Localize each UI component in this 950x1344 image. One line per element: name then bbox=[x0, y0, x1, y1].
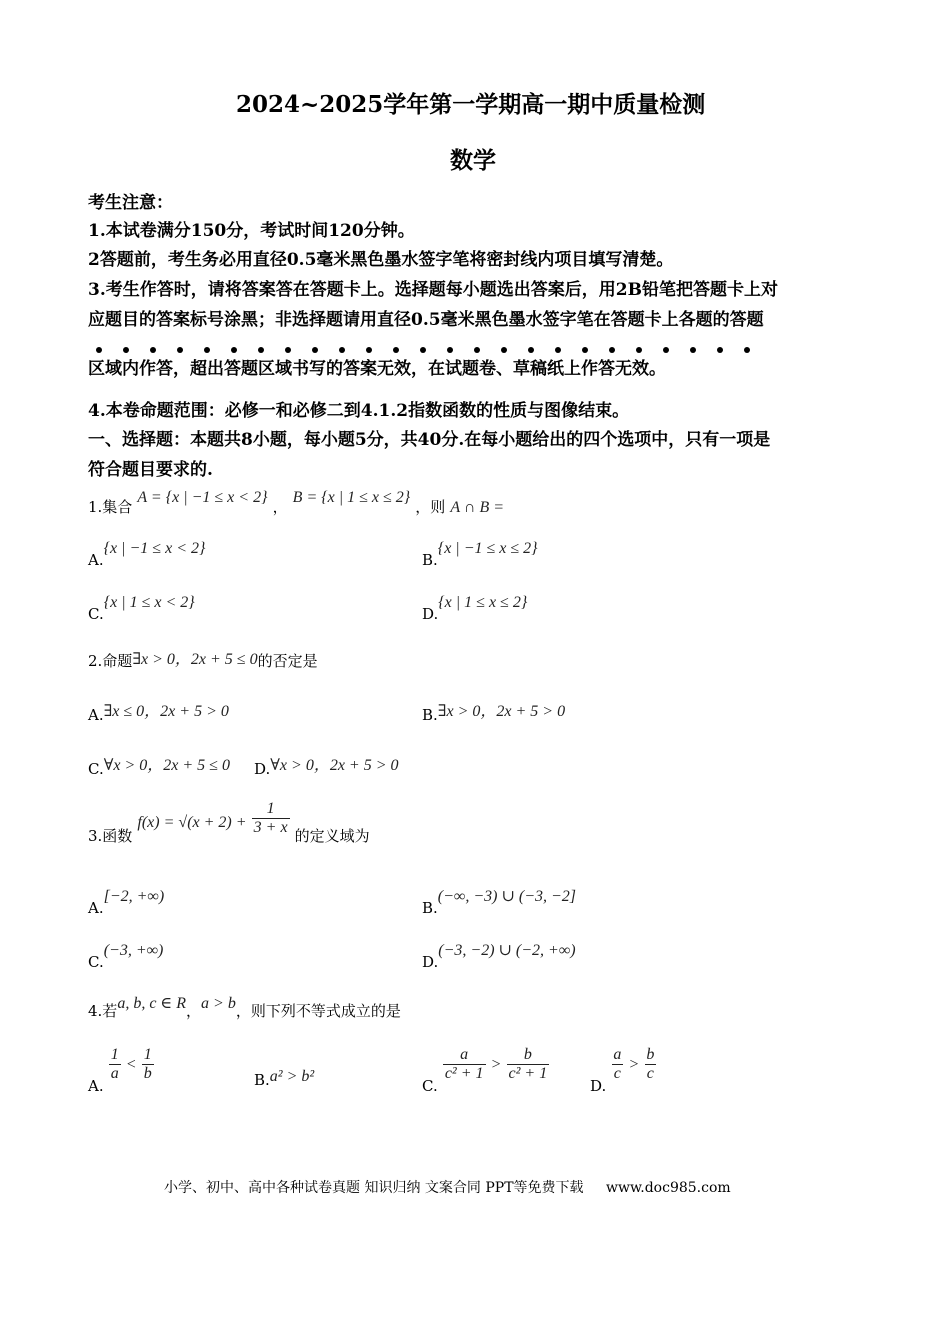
option-letter: C. bbox=[422, 1077, 438, 1095]
q2-expression: ∃x > 0，2x + 5 ≤ 0 bbox=[132, 651, 258, 668]
numerator: 1 bbox=[143, 1046, 152, 1063]
option-letter: A. bbox=[88, 1077, 104, 1095]
q2-option-d[interactable] bbox=[254, 752, 399, 778]
q3-suffix: 的定义域为 bbox=[294, 827, 370, 845]
option-letter: B. bbox=[422, 899, 438, 917]
option-text: {x | −1 ≤ x ≤ 2} bbox=[437, 540, 538, 557]
denominator: b bbox=[143, 1065, 152, 1082]
option-letter: A. bbox=[88, 551, 104, 569]
q4-option-d[interactable] bbox=[590, 1046, 656, 1095]
fraction bbox=[644, 1046, 656, 1083]
q2-suffix: 的否定是 bbox=[257, 652, 318, 670]
question-1-stem bbox=[88, 486, 505, 516]
q3-option-c[interactable] bbox=[88, 940, 164, 971]
numerator: b bbox=[523, 1046, 532, 1063]
q3-fraction-numerator: 1 bbox=[266, 800, 275, 817]
option-letter: B. bbox=[422, 551, 438, 569]
section-heading-b: 符合题目要求的. bbox=[88, 460, 213, 480]
operator: > bbox=[490, 1056, 502, 1073]
option-letter: C. bbox=[88, 953, 104, 971]
notice-line-3c: 区域内作答，超出答题区域书写的答案无效，在试题卷、草稿纸上作答无效。 bbox=[88, 359, 666, 379]
option-letter: C. bbox=[88, 605, 104, 623]
option-text: (−3, +∞) bbox=[103, 942, 164, 959]
option-letter: D. bbox=[422, 953, 439, 971]
option-letter: D. bbox=[422, 605, 439, 623]
option-text: {x | −1 ≤ x < 2} bbox=[103, 540, 206, 557]
notice-line-3a: 3.考生作答时，请将答案答在答题卡上。选择题每小题选出答案后，用2B铅笔把答题卡上对 bbox=[88, 280, 778, 300]
option-text: ∃x > 0，2x + 5 > 0 bbox=[437, 703, 566, 720]
fraction bbox=[507, 1046, 550, 1083]
notice-heading: 考生注意： bbox=[88, 193, 173, 213]
fraction bbox=[142, 1046, 154, 1083]
q4-prefix: 4.若 bbox=[88, 1002, 118, 1020]
q1-prefix: 1.集合 bbox=[88, 498, 133, 516]
q4-option-a[interactable] bbox=[88, 1046, 154, 1095]
q2-prefix: 2.命题 bbox=[88, 652, 133, 670]
option-letter: A. bbox=[88, 899, 104, 917]
q2-option-b[interactable] bbox=[422, 698, 566, 724]
denominator: c² + 1 bbox=[444, 1065, 484, 1082]
q3-option-d[interactable] bbox=[422, 940, 576, 971]
q2-option-c[interactable] bbox=[88, 752, 230, 778]
q1-set-a: A = {x | −1 ≤ x < 2} bbox=[137, 489, 268, 506]
operator: > bbox=[628, 1056, 640, 1073]
q1-expression: A ∩ B = bbox=[450, 499, 505, 516]
exam-title: 2024~2025学年第一学期高一期中质量检测 bbox=[236, 91, 706, 118]
footer-text: 小学、初中、高中各种试卷真题 知识归纳 文案合同 PPT等免费下载 bbox=[164, 1180, 584, 1196]
denominator: a bbox=[110, 1065, 119, 1082]
option-text: [−2, +∞) bbox=[103, 888, 165, 905]
notice-line-4: 4.本卷命题范围：必修一和必修二到4.1.2指数函数的性质与图像结束。 bbox=[88, 401, 630, 421]
option-text: ∃x ≤ 0，2x + 5 > 0 bbox=[103, 703, 229, 720]
option-letter: B. bbox=[422, 706, 438, 724]
q1-sep-1: ， bbox=[272, 498, 288, 516]
subject-title: 数学 bbox=[450, 147, 496, 174]
q1-option-a[interactable] bbox=[88, 538, 206, 569]
q4-sep: ， bbox=[186, 1002, 202, 1020]
denominator: c bbox=[613, 1065, 621, 1082]
fraction bbox=[443, 1046, 486, 1083]
q3-prefix: 3.函数 bbox=[88, 827, 133, 845]
q4-suffix: ，则下列不等式成立的是 bbox=[235, 1002, 401, 1020]
q1-sep-2: ，则 bbox=[415, 498, 446, 516]
q1-set-b: B = {x | 1 ≤ x ≤ 2} bbox=[292, 489, 411, 506]
question-2-stem bbox=[88, 646, 318, 669]
q3-fraction bbox=[252, 800, 290, 837]
q4-expression-2: a > b bbox=[201, 995, 236, 1012]
q4-expression-1: a, b, c ∈ R bbox=[117, 995, 187, 1012]
q3-fraction-denominator: 3 + x bbox=[253, 819, 288, 836]
section-heading-a: 一、选择题：本题共8小题，每小题5分，共40分.在每小题给出的四个选项中，只有一项是 bbox=[88, 430, 771, 450]
option-text: (−3, −2) ∪ (−2, +∞) bbox=[438, 942, 576, 959]
notice-line-3b: 应题目的答案标号涂黑；非选择题请用直径0.5毫米黑色墨水签字笔在答题卡上各题的答题 bbox=[88, 310, 764, 330]
notice-line-1: 1.本试卷满分150分，考试时间120分钟。 bbox=[88, 221, 415, 241]
option-text: (−∞, −3) ∪ (−3, −2] bbox=[437, 888, 577, 905]
q3-option-a[interactable] bbox=[88, 886, 165, 917]
footer bbox=[164, 1177, 731, 1197]
option-text: {x | 1 ≤ x ≤ 2} bbox=[438, 594, 528, 611]
option-letter: C. bbox=[88, 760, 104, 778]
notice-line-2: 2答题前，考生务必用直径0.5毫米黑色墨水签字笔将密封线内项目填写清楚。 bbox=[88, 250, 674, 270]
q4-option-b[interactable] bbox=[254, 1066, 315, 1089]
option-letter: A. bbox=[88, 706, 104, 724]
question-4-stem bbox=[88, 992, 401, 1020]
option-letter: D. bbox=[590, 1077, 607, 1095]
denominator: c² + 1 bbox=[508, 1065, 548, 1082]
question-3-stem bbox=[88, 800, 370, 845]
numerator: b bbox=[646, 1046, 655, 1063]
option-text: ∀x > 0，2x + 5 ≤ 0 bbox=[103, 757, 230, 774]
option-text: {x | 1 ≤ x < 2} bbox=[103, 594, 195, 611]
option-text: ∀x > 0，2x + 5 > 0 bbox=[270, 757, 399, 774]
q2-option-a[interactable] bbox=[88, 698, 229, 724]
option-letter: D. bbox=[254, 760, 271, 778]
q3-expression: f(x) = √(x + 2) + bbox=[137, 814, 247, 831]
option-letter: B. bbox=[254, 1071, 270, 1089]
footer-url[interactable]: www.doc985.com bbox=[605, 1180, 731, 1196]
q1-option-b[interactable] bbox=[422, 538, 538, 569]
q1-option-d[interactable] bbox=[422, 592, 528, 623]
fraction bbox=[109, 1046, 121, 1083]
option-text: a² > b² bbox=[269, 1068, 315, 1085]
fraction bbox=[611, 1046, 623, 1083]
q3-option-b[interactable] bbox=[422, 886, 577, 917]
numerator: 1 bbox=[110, 1046, 119, 1063]
q1-option-c[interactable] bbox=[88, 592, 195, 623]
operator: < bbox=[125, 1056, 137, 1073]
numerator: a bbox=[460, 1046, 469, 1063]
q4-option-c[interactable] bbox=[422, 1046, 549, 1095]
numerator: a bbox=[613, 1046, 622, 1063]
denominator: c bbox=[646, 1065, 654, 1082]
